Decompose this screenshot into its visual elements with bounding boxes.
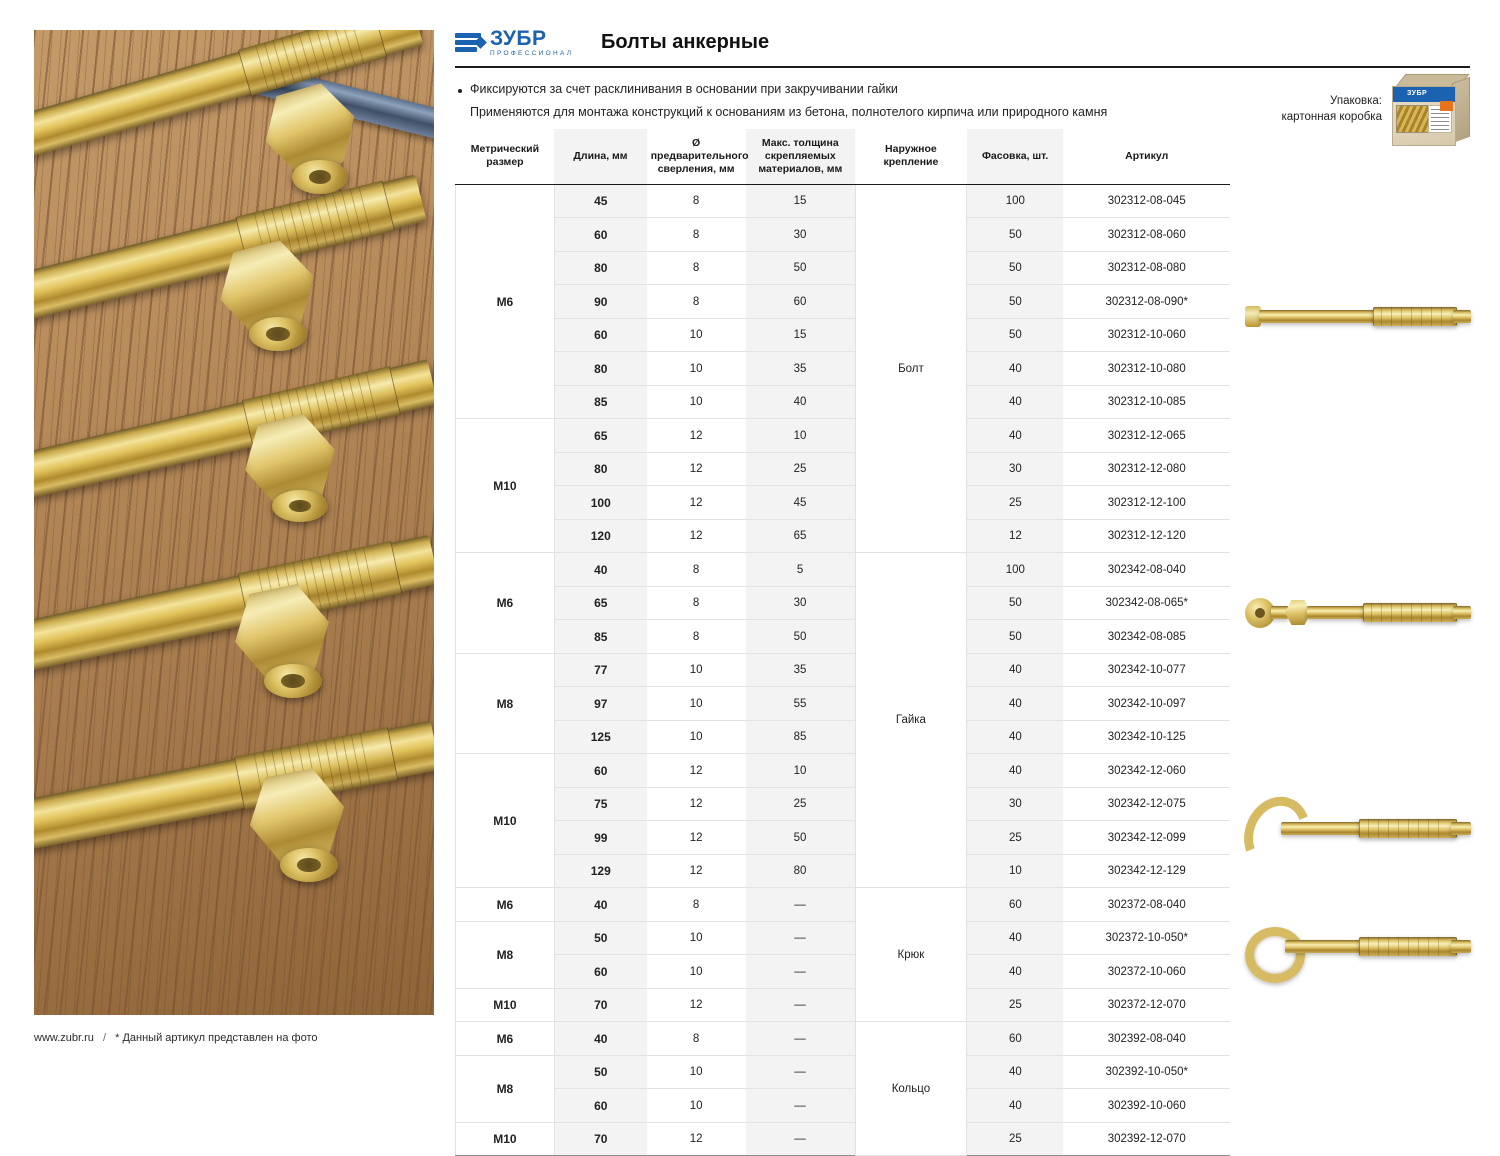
zubr-logo bbox=[455, 28, 583, 58]
table-row bbox=[456, 251, 1231, 285]
cell-article: 302312-12-100 bbox=[1063, 486, 1230, 520]
cell-max-thickness: 50 bbox=[746, 821, 856, 855]
table-row bbox=[456, 687, 1231, 721]
table-row bbox=[456, 486, 1231, 520]
cell-article: 302342-10-125 bbox=[1063, 720, 1230, 754]
footer-website[interactable]: www.zubr.ru bbox=[34, 1032, 94, 1044]
cell-max-thickness: 60 bbox=[746, 285, 856, 319]
table-row bbox=[456, 419, 1231, 453]
table-row bbox=[456, 921, 1231, 955]
cell-length: 80 bbox=[554, 251, 646, 285]
cell-metric-size: M10 bbox=[456, 1122, 555, 1156]
table-row bbox=[456, 955, 1231, 989]
cell-package-qty: 100 bbox=[967, 553, 1064, 587]
cell-article: 302392-12-070 bbox=[1063, 1122, 1230, 1156]
cell-article: 302342-08-040 bbox=[1063, 553, 1230, 587]
table-row bbox=[456, 854, 1231, 888]
washer-5 bbox=[280, 848, 338, 882]
cell-length: 125 bbox=[554, 720, 646, 754]
table-row bbox=[456, 888, 1231, 922]
cell-metric-size: M6 bbox=[456, 184, 555, 419]
table-row bbox=[456, 1122, 1231, 1156]
cell-length: 70 bbox=[554, 1122, 646, 1156]
cell-package-qty: 25 bbox=[967, 988, 1064, 1022]
cell-article: 302312-10-080 bbox=[1063, 352, 1230, 386]
cell-drill-diameter: 12 bbox=[647, 754, 746, 788]
table-row bbox=[456, 620, 1231, 654]
cell-package-qty: 40 bbox=[967, 921, 1064, 955]
cell-article: 302342-12-060 bbox=[1063, 754, 1230, 788]
table-row bbox=[456, 218, 1231, 252]
cell-drill-diameter: 12 bbox=[647, 988, 746, 1022]
cell-article: 302372-08-040 bbox=[1063, 888, 1230, 922]
cell-max-thickness: — bbox=[746, 888, 856, 922]
wood-background bbox=[34, 30, 434, 1015]
cell-package-qty: 40 bbox=[967, 385, 1064, 419]
cell-package-qty: 25 bbox=[967, 821, 1064, 855]
cell-metric-size: M6 bbox=[456, 888, 555, 922]
cell-max-thickness: 45 bbox=[746, 486, 856, 520]
cell-drill-diameter: 8 bbox=[647, 218, 746, 252]
table-row bbox=[456, 1055, 1231, 1089]
cell-max-thickness: — bbox=[746, 1122, 856, 1156]
cell-mount-type: Гайка bbox=[855, 553, 967, 888]
cell-package-qty: 50 bbox=[967, 285, 1064, 319]
col-header-length: Длина, мм bbox=[554, 129, 646, 185]
cell-package-qty: 50 bbox=[967, 586, 1064, 620]
description-item bbox=[455, 82, 1250, 96]
cell-max-thickness: 65 bbox=[746, 519, 856, 553]
table-row bbox=[456, 586, 1231, 620]
cell-metric-size: M6 bbox=[456, 553, 555, 654]
table-row bbox=[456, 720, 1231, 754]
table-row bbox=[456, 1022, 1231, 1056]
cell-max-thickness: — bbox=[746, 955, 856, 989]
cell-article: 302312-08-060 bbox=[1063, 218, 1230, 252]
cell-metric-size: M8 bbox=[456, 653, 555, 754]
cell-length: 120 bbox=[554, 519, 646, 553]
col-header-pack: Фасовка, шт. bbox=[967, 129, 1064, 185]
cell-drill-diameter: 8 bbox=[647, 620, 746, 654]
cell-article: 302372-12-070 bbox=[1063, 988, 1230, 1022]
cell-package-qty: 40 bbox=[967, 955, 1064, 989]
footer-separator: / bbox=[103, 1032, 106, 1044]
cell-package-qty: 40 bbox=[967, 754, 1064, 788]
cell-length: 97 bbox=[554, 687, 646, 721]
cell-length: 129 bbox=[554, 854, 646, 888]
table-body bbox=[456, 184, 1231, 1156]
cell-mount-type: Крюк bbox=[855, 888, 967, 1022]
cell-package-qty: 10 bbox=[967, 854, 1064, 888]
cell-package-qty: 25 bbox=[967, 1122, 1064, 1156]
col-header-mount: Наружное крепление bbox=[855, 129, 967, 185]
cell-article: 302312-12-080 bbox=[1063, 452, 1230, 486]
footer-note: * Данный артикул представлен на фото bbox=[115, 1032, 317, 1044]
table-row bbox=[456, 1089, 1231, 1123]
col-header-size: Метрический размер bbox=[456, 129, 555, 185]
cell-drill-diameter: 10 bbox=[647, 385, 746, 419]
cell-drill-diameter: 12 bbox=[647, 419, 746, 453]
cell-article: 302392-08-040 bbox=[1063, 1022, 1230, 1056]
table-row bbox=[456, 787, 1231, 821]
cell-package-qty: 40 bbox=[967, 419, 1064, 453]
cell-max-thickness: 10 bbox=[746, 754, 856, 788]
cell-length: 60 bbox=[554, 218, 646, 252]
cell-package-qty: 40 bbox=[967, 352, 1064, 386]
cell-metric-size: M10 bbox=[456, 988, 555, 1022]
cell-package-qty: 50 bbox=[967, 218, 1064, 252]
brand-name: ЗУБР bbox=[490, 28, 573, 49]
cell-length: 40 bbox=[554, 888, 646, 922]
cell-drill-diameter: 10 bbox=[647, 653, 746, 687]
cell-package-qty: 50 bbox=[967, 620, 1064, 654]
cell-drill-diameter: 12 bbox=[647, 452, 746, 486]
packaging-label: Упаковка: bbox=[1282, 94, 1383, 110]
cell-package-qty: 30 bbox=[967, 787, 1064, 821]
cell-drill-diameter: 8 bbox=[647, 586, 746, 620]
cell-article: 302312-08-090* bbox=[1063, 285, 1230, 319]
cell-drill-diameter: 8 bbox=[647, 553, 746, 587]
cell-max-thickness: — bbox=[746, 988, 856, 1022]
cell-max-thickness: 30 bbox=[746, 586, 856, 620]
cell-package-qty: 25 bbox=[967, 486, 1064, 520]
cell-max-thickness: 80 bbox=[746, 854, 856, 888]
cell-article: 302312-08-045 bbox=[1063, 184, 1230, 218]
bullet-dot-icon bbox=[458, 89, 462, 93]
cell-length: 65 bbox=[554, 419, 646, 453]
cell-article: 302342-12-075 bbox=[1063, 787, 1230, 821]
ring-icon bbox=[1245, 927, 1305, 983]
cell-metric-size: M10 bbox=[456, 419, 555, 553]
brand-header bbox=[455, 28, 1470, 68]
cell-metric-size: M10 bbox=[456, 754, 555, 888]
cell-package-qty: 60 bbox=[967, 1022, 1064, 1056]
cell-length: 75 bbox=[554, 787, 646, 821]
cell-article: 302342-08-085 bbox=[1063, 620, 1230, 654]
washer-2 bbox=[249, 317, 307, 351]
cell-length: 85 bbox=[554, 620, 646, 654]
cell-max-thickness: 55 bbox=[746, 687, 856, 721]
cell-length: 60 bbox=[554, 955, 646, 989]
cell-mount-type: Болт bbox=[855, 184, 967, 553]
cell-length: 90 bbox=[554, 285, 646, 319]
cell-length: 99 bbox=[554, 821, 646, 855]
zubr-logo-icon bbox=[455, 30, 485, 56]
cell-length: 60 bbox=[554, 318, 646, 352]
cell-package-qty: 100 bbox=[967, 184, 1064, 218]
packaging-info bbox=[1240, 74, 1470, 146]
cell-drill-diameter: 8 bbox=[647, 184, 746, 218]
cell-package-qty: 40 bbox=[967, 720, 1064, 754]
table-row bbox=[456, 285, 1231, 319]
cell-article: 302392-10-060 bbox=[1063, 1089, 1230, 1123]
cell-package-qty: 40 bbox=[967, 1089, 1064, 1123]
cell-length: 100 bbox=[554, 486, 646, 520]
cell-package-qty: 12 bbox=[967, 519, 1064, 553]
table-row bbox=[456, 988, 1231, 1022]
cell-article: 302312-08-080 bbox=[1063, 251, 1230, 285]
table-row bbox=[456, 318, 1231, 352]
cell-max-thickness: 25 bbox=[746, 452, 856, 486]
cell-article: 302372-10-060 bbox=[1063, 955, 1230, 989]
description-item bbox=[455, 105, 1250, 119]
cell-article: 302312-12-120 bbox=[1063, 519, 1230, 553]
cell-length: 45 bbox=[554, 184, 646, 218]
table-row bbox=[456, 553, 1231, 587]
cell-max-thickness: 35 bbox=[746, 352, 856, 386]
cell-article: 302342-10-097 bbox=[1063, 687, 1230, 721]
cell-max-thickness: — bbox=[746, 921, 856, 955]
cell-drill-diameter: 12 bbox=[647, 854, 746, 888]
cell-max-thickness: 50 bbox=[746, 620, 856, 654]
table-row bbox=[456, 385, 1231, 419]
page-title: Болты анкерные bbox=[601, 31, 769, 54]
cell-drill-diameter: 10 bbox=[647, 955, 746, 989]
cell-package-qty: 40 bbox=[967, 1055, 1064, 1089]
cell-max-thickness: 50 bbox=[746, 251, 856, 285]
cell-max-thickness: 5 bbox=[746, 553, 856, 587]
col-header-drill: Ø предварительного сверления, мм bbox=[647, 129, 746, 185]
cell-article: 302342-10-077 bbox=[1063, 653, 1230, 687]
cell-package-qty: 30 bbox=[967, 452, 1064, 486]
product-photo bbox=[34, 30, 434, 1015]
product-nut-type bbox=[1245, 596, 1475, 630]
cell-drill-diameter: 8 bbox=[647, 1022, 746, 1056]
cell-length: 60 bbox=[554, 754, 646, 788]
product-bolt-type bbox=[1245, 300, 1475, 334]
content-column bbox=[455, 28, 1470, 1156]
cell-drill-diameter: 8 bbox=[647, 888, 746, 922]
cell-length: 40 bbox=[554, 1022, 646, 1056]
cell-package-qty: 60 bbox=[967, 888, 1064, 922]
cell-max-thickness: — bbox=[746, 1055, 856, 1089]
cell-length: 60 bbox=[554, 1089, 646, 1123]
cell-drill-diameter: 12 bbox=[647, 519, 746, 553]
cell-max-thickness: 30 bbox=[746, 218, 856, 252]
cell-drill-diameter: 10 bbox=[647, 1055, 746, 1089]
cell-drill-diameter: 12 bbox=[647, 1122, 746, 1156]
cell-max-thickness: 15 bbox=[746, 318, 856, 352]
cell-drill-diameter: 8 bbox=[647, 285, 746, 319]
washer-1 bbox=[292, 160, 348, 194]
cell-drill-diameter: 12 bbox=[647, 821, 746, 855]
cell-article: 302312-12-065 bbox=[1063, 419, 1230, 453]
description-text: Фиксируются за счет расклинивания в основании при закручивании гайки bbox=[470, 82, 898, 96]
cell-article: 302342-08-065* bbox=[1063, 586, 1230, 620]
cell-max-thickness: — bbox=[746, 1089, 856, 1123]
cell-drill-diameter: 8 bbox=[647, 251, 746, 285]
cell-drill-diameter: 10 bbox=[647, 1089, 746, 1123]
table-row bbox=[456, 452, 1231, 486]
cell-length: 65 bbox=[554, 586, 646, 620]
cell-length: 70 bbox=[554, 988, 646, 1022]
cell-length: 80 bbox=[554, 352, 646, 386]
brand-tagline: ПРОФЕССИОНАЛ bbox=[490, 51, 573, 58]
packaging-box-image bbox=[1392, 74, 1470, 146]
cell-package-qty: 40 bbox=[967, 687, 1064, 721]
cell-metric-size: M6 bbox=[456, 1022, 555, 1056]
table-row bbox=[456, 821, 1231, 855]
table-row bbox=[456, 519, 1231, 553]
cell-article: 302312-10-060 bbox=[1063, 318, 1230, 352]
cell-mount-type: Кольцо bbox=[855, 1022, 967, 1156]
cell-article: 302342-12-099 bbox=[1063, 821, 1230, 855]
cell-drill-diameter: 10 bbox=[647, 318, 746, 352]
col-header-thickness: Макс. толщина скрепляемых материалов, мм bbox=[746, 129, 856, 185]
cell-drill-diameter: 10 bbox=[647, 687, 746, 721]
cell-metric-size: M8 bbox=[456, 921, 555, 988]
footer bbox=[34, 1032, 317, 1044]
washer-3 bbox=[272, 490, 328, 522]
product-hook-type bbox=[1245, 812, 1475, 872]
cell-length: 80 bbox=[554, 452, 646, 486]
cell-metric-size: M8 bbox=[456, 1055, 555, 1122]
table-row bbox=[456, 184, 1231, 218]
cell-drill-diameter: 10 bbox=[647, 921, 746, 955]
cell-length: 77 bbox=[554, 653, 646, 687]
cell-max-thickness: 40 bbox=[746, 385, 856, 419]
col-header-article: Артикул bbox=[1063, 129, 1230, 185]
cell-length: 85 bbox=[554, 385, 646, 419]
cell-drill-diameter: 10 bbox=[647, 720, 746, 754]
cell-drill-diameter: 12 bbox=[647, 787, 746, 821]
table-header-row bbox=[456, 129, 1231, 185]
cell-length: 50 bbox=[554, 1055, 646, 1089]
product-ring-type bbox=[1245, 930, 1475, 978]
cell-article: 302372-10-050* bbox=[1063, 921, 1230, 955]
cell-drill-diameter: 12 bbox=[647, 486, 746, 520]
table-row bbox=[456, 653, 1231, 687]
table-row bbox=[456, 754, 1231, 788]
cell-article: 302312-10-085 bbox=[1063, 385, 1230, 419]
cell-max-thickness: 25 bbox=[746, 787, 856, 821]
cell-length: 50 bbox=[554, 921, 646, 955]
cell-package-qty: 50 bbox=[967, 251, 1064, 285]
cell-length: 40 bbox=[554, 553, 646, 587]
cell-drill-diameter: 10 bbox=[647, 352, 746, 386]
cell-max-thickness: — bbox=[746, 1022, 856, 1056]
cell-article: 302392-10-050* bbox=[1063, 1055, 1230, 1089]
specification-table bbox=[455, 129, 1230, 1156]
cell-max-thickness: 35 bbox=[746, 653, 856, 687]
cell-article: 302342-12-129 bbox=[1063, 854, 1230, 888]
cell-max-thickness: 10 bbox=[746, 419, 856, 453]
washer-4 bbox=[264, 664, 322, 698]
packaging-value: картонная коробка bbox=[1282, 110, 1383, 126]
cell-package-qty: 40 bbox=[967, 653, 1064, 687]
description-text: Применяются для монтажа конструкций к основаниям из бетона, полнотелого кирпича или природного камня bbox=[470, 105, 1107, 119]
cell-max-thickness: 85 bbox=[746, 720, 856, 754]
cell-package-qty: 50 bbox=[967, 318, 1064, 352]
table-row bbox=[456, 352, 1231, 386]
cell-max-thickness: 15 bbox=[746, 184, 856, 218]
